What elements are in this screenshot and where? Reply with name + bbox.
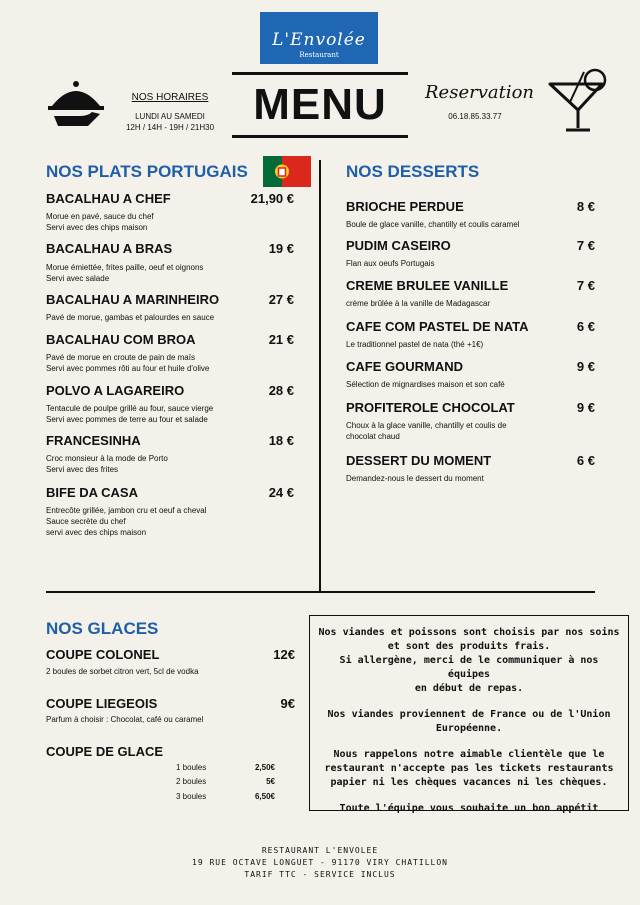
plat-price: 24 € [268, 485, 294, 500]
plat-desc: Servi avec salade [46, 274, 110, 283]
notice-line: Nos viandes proviennent de France ou de l'Union [327, 709, 611, 720]
dessert-price: 7 € [576, 278, 595, 293]
dessert-desc: Boule de glace vanille, chantilly et coulis caramel [346, 220, 520, 229]
dessert-name: DESSERT DU MOMENT [346, 453, 492, 468]
glace-qty-price: 5€ [266, 777, 275, 786]
notice-paragraph [318, 708, 620, 736]
glace-qty: 3 boules [176, 792, 207, 801]
restaurant-logo [260, 12, 378, 64]
glace-desc: 2 boules de sorbet citron vert, 5cl de vodka [46, 667, 199, 676]
plat-name: BIFE DA CASA [46, 485, 138, 500]
logo-script: L'Envolée [272, 30, 366, 50]
cloche-icon [44, 70, 108, 132]
notice-line: papier ni les chèques vacances ni les chèques. [330, 777, 608, 788]
notice-line: restaurant n'accepte pas les tickets restaurants [324, 763, 614, 774]
dessert-price: 8 € [576, 199, 595, 214]
dessert-desc: crème brûlée à la vanille de Madagascar [346, 299, 491, 308]
plat-price: 19 € [268, 241, 294, 256]
portugal-flag-icon [263, 156, 311, 187]
column-divider [319, 160, 321, 592]
notice-paragraph [318, 748, 620, 790]
notice-line: Toute l'équipe vous souhaite un bon appétit [339, 803, 599, 814]
dessert-price: 6 € [576, 453, 595, 468]
plat-name: BACALHAU A BRAS [46, 241, 173, 256]
notice-line: Nos viandes et poissons sont choisis par nos soins [318, 627, 620, 638]
plat-price: 21 € [268, 332, 294, 347]
glace-name: COUPE DE GLACE [46, 744, 164, 759]
dessert-desc: Choux à la glace vanille, chantilly et coulis de [346, 421, 507, 430]
plat-desc: Servi avec des chips maison [46, 223, 148, 232]
glace-name: COUPE COLONEL [46, 647, 160, 662]
notice-box [309, 615, 629, 814]
hours-days: LUNDI AU SAMEDI [135, 112, 205, 121]
dessert-desc: Le traditionnel pastel de nata (thé +1€) [346, 340, 484, 349]
dessert-price: 6 € [576, 319, 595, 334]
plat-desc: Sauce secrète du chef [46, 517, 126, 526]
dessert-name: CAFE GOURMAND [346, 359, 463, 374]
dessert-price: 9 € [576, 400, 595, 415]
dessert-name: CAFE COM PASTEL DE NATA [346, 319, 529, 334]
glaces-section-title: NOS GLACES [46, 619, 159, 638]
desserts-section-title: NOS DESSERTS [346, 162, 480, 181]
plat-desc: Servi avec pommes de terre au four et salade [46, 415, 208, 424]
logo-sub: Restaurant [299, 51, 339, 59]
notice-line: en début de repas. [414, 683, 524, 694]
glace-price: 12€ [273, 647, 295, 662]
hours-times: 12H / 14H - 19H / 21H30 [125, 123, 215, 132]
plat-price: 28 € [268, 383, 294, 398]
notice-line: et sont des produits frais. [387, 641, 551, 652]
footer-tariff: TARIF TTC - SERVICE INCLUS [244, 870, 396, 879]
plat-name: FRANCESINHA [46, 433, 141, 448]
plat-desc: Entrecôte grillée, jambon cru et oeuf a cheval [46, 506, 207, 515]
dessert-desc: chocolat chaud [346, 432, 400, 441]
plat-desc: Servi avec des frites [46, 465, 119, 474]
reservation-phone[interactable]: 06.18.85.33.77 [448, 112, 502, 121]
section-divider [46, 591, 595, 593]
footer-address: 19 RUE OCTAVE LONGUET - 91170 VIRY CHATILLON [192, 858, 448, 867]
cocktail-icon [548, 68, 610, 134]
dessert-name: BRIOCHE PERDUE [346, 199, 464, 214]
dessert-name: PROFITEROLE CHOCOLAT [346, 400, 515, 415]
glace-desc: Parfum à choisir : Chocolat, café ou caramel [46, 715, 204, 724]
dessert-desc: Demandez-nous le dessert du moment [346, 474, 484, 483]
glace-price: 9€ [280, 696, 295, 711]
dessert-desc: Sélection de mignardises maison et son café [346, 380, 505, 389]
glace-qty-price: 2,50€ [254, 763, 275, 772]
glace-name: COUPE LIEGEOIS [46, 696, 158, 711]
hours-title: NOS HORAIRES [131, 92, 209, 103]
plat-desc: Pavé de morue en croute de pain de maïs [46, 353, 195, 362]
plats-section-title: NOS PLATS PORTUGAIS [46, 162, 248, 181]
dessert-price: 9 € [576, 359, 595, 374]
plat-name: BACALHAU A CHEF [46, 191, 171, 206]
plat-name: POLVO A LAGAREIRO [46, 383, 185, 398]
plat-name: BACALHAU A MARINHEIRO [46, 292, 220, 307]
notice-line: Nous rappelons notre aimable clientèle que le [333, 749, 605, 760]
dessert-name: PUDIM CASEIRO [346, 238, 451, 253]
footer-name: RESTAURANT L'ENVOLEE [261, 846, 379, 855]
notice-line: Si allergène, merci de le communiquer à nos équipes [339, 655, 599, 680]
notice-paragraph [318, 626, 620, 696]
notice-paragraph [318, 802, 620, 816]
glace-qty: 2 boules [176, 777, 207, 786]
reservation-label: Reservation [425, 82, 535, 103]
glace-qty: 1 boules [176, 763, 207, 772]
dessert-name: CREME BRULEE VANILLE [346, 278, 509, 293]
plat-desc: Tentacule de poulpe grillé au four, sauce vierge [46, 404, 214, 413]
glace-qty-price: 6,50€ [254, 792, 275, 801]
plat-price: 18 € [268, 433, 294, 448]
dessert-desc: Flan aux oeufs Portugais [346, 259, 435, 268]
plat-price: 21,90 € [250, 191, 294, 206]
page-title: MENU [232, 72, 408, 138]
plat-desc: servi avec des chips maison [46, 528, 147, 537]
plat-desc: Servi avec pommes rôti au four et huile d'olive [46, 364, 210, 373]
plat-desc: Morue en pavé, sauce du chef [46, 212, 154, 221]
dessert-price: 7 € [576, 238, 595, 253]
plat-desc: Pavé de morue, gambas et palourdes en sauce [46, 313, 215, 322]
plat-price: 27 € [268, 292, 294, 307]
plat-desc: Morue émiettée, frites paille, oeuf et oignons [46, 263, 204, 272]
notice-line: Européenne. [435, 723, 503, 734]
plat-name: BACALHAU COM BROA [46, 332, 196, 347]
plat-desc: Croc monsieur à la mode de Porto [46, 454, 168, 463]
